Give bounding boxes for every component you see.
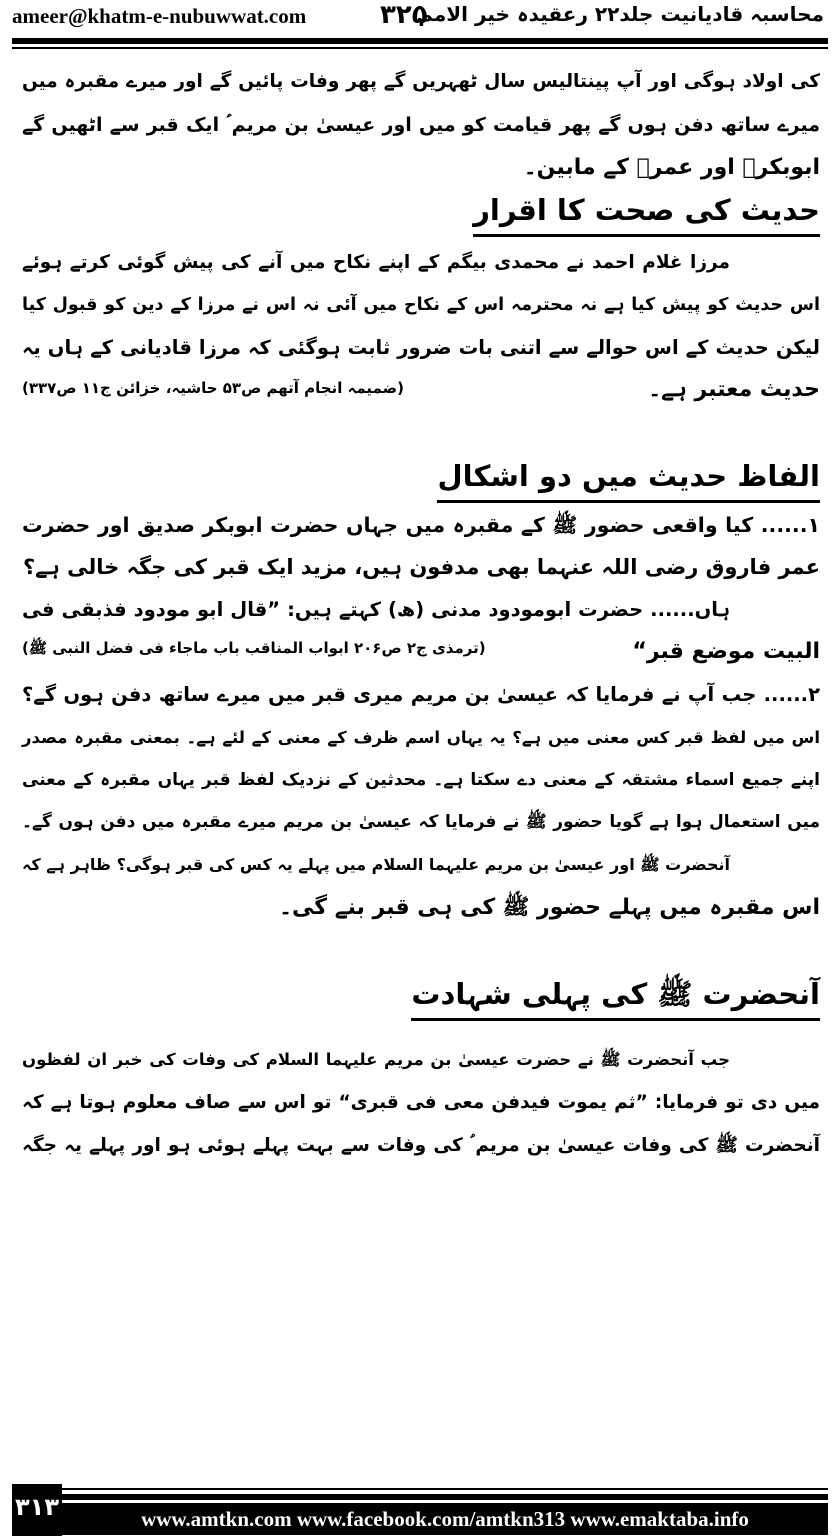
header-book-title: محاسبہ قادیانیت جلد۲۲ رعقیدہ خیر الامم bbox=[418, 2, 824, 26]
text-line: جب آنحضرت ﷺ نے حضرت عیسیٰ بن مریم علیہما السلام کی وفات کی خبر ان لفظوں bbox=[22, 1050, 730, 1069]
citation: (ضمیمہ انجام آتھم ص۵۳ حاشیہ، خزائن ج۱۱ ص۳۳۷) bbox=[22, 379, 404, 397]
text-line: ہاں...... حضرت ابومودود مدنی (ھ) کہتے ہیں: ”قال ابو مودود فذبقی فی bbox=[22, 598, 730, 621]
header-rule-thin bbox=[12, 47, 828, 49]
footer-links[interactable]: www.amtkn.com www.facebook.com/amtkn313 www.emaktaba.info bbox=[62, 1503, 828, 1535]
text-line: میں استعمال ہوا ہے گویا حضور ﷺ نے فرمایا کہ عیسیٰ بن مریم میرے مقبرہ میں دفن ہوں گے۔ bbox=[22, 812, 820, 832]
footer-rule bbox=[62, 1488, 828, 1490]
text-line: ۱...... کیا واقعی حضور ﷺ کے مقبرہ میں جہاں حضرت ابوبکر صدیق اور حضرت bbox=[22, 513, 820, 537]
text-line: اپنے جمیع اسماء مشتقہ کے معنی دے سکتا ہے۔ محدثین کے نزدیک لفظ قبر یہاں مقبرہ کے معنی bbox=[22, 770, 820, 790]
text-line: آنحضرت ﷺ اور عیسیٰ بن مریم علیہما السلام میں پہلے یہ کس کی قبر ہوگی؟ ظاہر ہے کہ bbox=[22, 855, 730, 874]
text-line: اس میں لفظ قبر کس معنی میں ہے؟ یہ یہاں اسم ظرف کے معنی کے لئے ہے۔ بمعنی مقبرہ مصدر bbox=[22, 728, 820, 747]
text-line: مرزا غلام احمد نے محمدی بیگم کے اپنے نکاح میں آنے کی پیش گوئی کرتے ہوئے bbox=[22, 252, 730, 273]
text-line: اس حدیث کو پیش کیا ہے نہ محترمہ اس کے نکاح میں آئی نہ اس نے مرزا کے دین کو قبول کیا bbox=[22, 295, 820, 315]
text-line: اس مقبرہ میں پہلے حضور ﷺ کی ہی قبر بنے گی۔ bbox=[279, 895, 820, 920]
text-line: ابوبکرؓ اور عمرؓ کے مابین۔ bbox=[523, 155, 820, 180]
text-line: ۲...... جب آپ نے فرمایا کہ عیسیٰ بن مریم میری قبر میں میرے ساتھ دفن ہوں گے؟ bbox=[22, 683, 820, 706]
text-line: البیت موضع قبر“ bbox=[632, 639, 820, 664]
footer-rule-thick bbox=[62, 1494, 828, 1500]
footer-page-number: ۳۱۳ bbox=[12, 1484, 62, 1536]
text-line: کی اولاد ہوگی اور آپ پینتالیس سال ٹھہریں گے پھر وفات پائیں گے اور میرے مقبرہ میں bbox=[22, 71, 820, 92]
text-line: لیکن حدیث کے اس حوالے سے اتنی بات ضرور ثابت ہوگئی کہ مرزا قادیانی کے ہاں یہ bbox=[22, 336, 820, 359]
header-rule bbox=[12, 38, 828, 44]
header-page-number: ۳۲۵ bbox=[380, 0, 428, 30]
section-heading: حدیث کی صحت کا اقرار bbox=[473, 188, 820, 237]
text-line: حدیث معتبر ہے۔ bbox=[648, 377, 820, 402]
header-email[interactable]: ameer@khatm-e-nubuwwat.com bbox=[12, 4, 307, 28]
text-line: میرے ساتھ دفن ہوں گے پھر قیامت کو میں اور عیسیٰ بن مریم ؑ ایک قبر سے اٹھیں گے bbox=[22, 114, 820, 136]
text-line: آنحضرت ﷺ کی وفات عیسیٰ بن مریم ؑ کی وفات سے بہت پہلے ہوئی ہو اور پہلے یہ جگہ bbox=[22, 1135, 820, 1156]
citation: (ترمذی ج۲ ص۲۰۶ ابواب المناقب باب ماجاء فی فضل النبی ﷺ) bbox=[22, 639, 486, 657]
section-heading: آنحضرت ﷺ کی پہلی شہادت bbox=[411, 972, 820, 1021]
section-heading: الفاظ حدیث میں دو اشکال bbox=[437, 454, 820, 503]
text-line: میں دی تو فرمایا: ”ثم یموت فیدفن معی فی قبری“ تو اس سے صاف معلوم ہوتا ہے کہ bbox=[22, 1092, 820, 1113]
text-line: عمر فاروق رضی اللہ عنہما بھی مدفون ہیں، مزید ایک قبر کی جگہ خالی ہے؟ bbox=[23, 555, 820, 579]
